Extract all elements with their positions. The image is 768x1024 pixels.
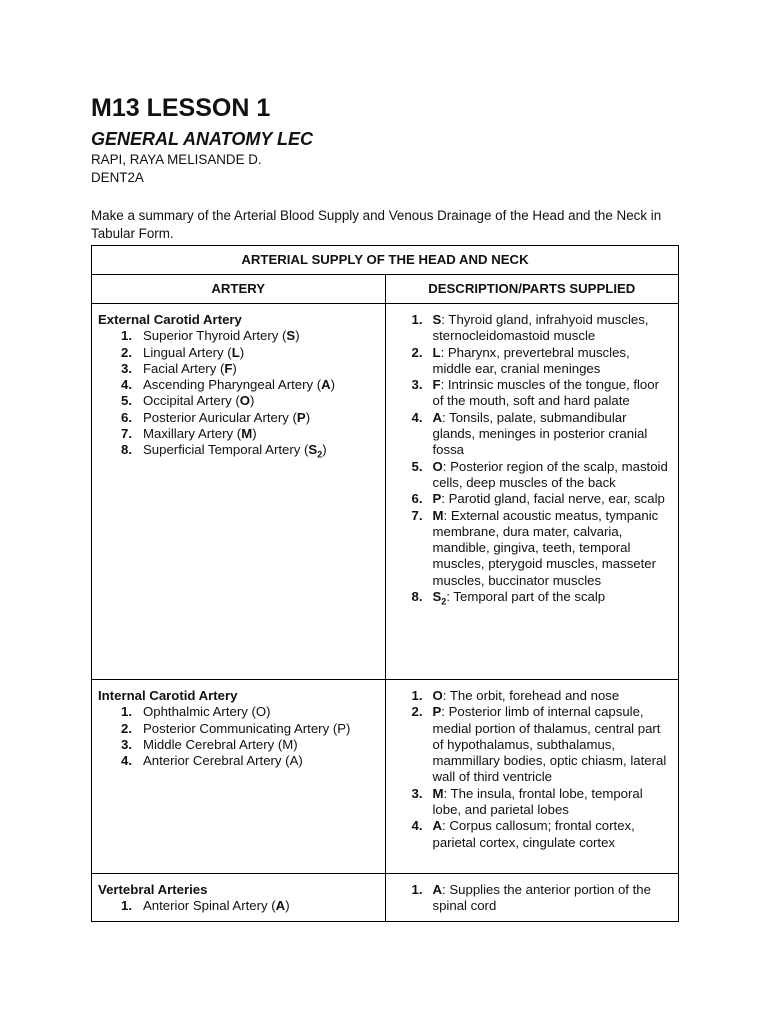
- list-number: 2.: [121, 344, 132, 360]
- artery-name: Lingual Artery (: [143, 344, 232, 360]
- closing-paren: ): [285, 898, 290, 914]
- artery-list-item: [98, 753, 379, 769]
- artery-abbreviation: F: [224, 360, 233, 376]
- document-subtitle: GENERAL ANATOMY LEC: [91, 129, 314, 149]
- list-number: 8.: [121, 442, 132, 458]
- artery-list-item: [98, 361, 379, 377]
- list-number: 1.: [121, 898, 132, 914]
- list-number: 5.: [121, 393, 132, 409]
- description-text: : Supplies the anterior portion of the spinal cord: [432, 882, 651, 914]
- list-number: 6.: [411, 491, 423, 507]
- artery-abbreviation: S: [286, 328, 296, 344]
- list-number: 2.: [121, 720, 132, 736]
- artery-cell: [92, 680, 386, 874]
- document-title: M13 LESSON 1: [91, 94, 271, 122]
- artery-name-line: [143, 721, 379, 737]
- artery-list-item: [98, 426, 379, 442]
- artery-list-item: [98, 345, 379, 361]
- description-abbreviation: S: [432, 312, 442, 327]
- description-line: [433, 345, 673, 378]
- list-number: 6.: [121, 409, 132, 425]
- description-list-item: [392, 818, 673, 851]
- table-body: [92, 304, 679, 922]
- description-list: [392, 688, 673, 851]
- description-text: : Intrinsic muscles of the tongue, floor of the mouth, soft and hard palate: [432, 377, 659, 409]
- description-list-item: [392, 377, 673, 410]
- artery-list: [98, 704, 379, 769]
- table-row: [92, 874, 679, 922]
- table-title: ARTERIAL SUPPLY OF THE HEAD AND NECK: [92, 246, 679, 275]
- artery-list-item: [98, 898, 379, 914]
- artery-abbreviation: P: [296, 409, 306, 425]
- abbreviation-subscript: 2: [317, 450, 323, 461]
- artery-cell: [92, 304, 386, 680]
- artery-name-line: [143, 393, 379, 409]
- description-list-item: [392, 882, 673, 915]
- description-abbreviation: A: [432, 818, 443, 834]
- artery-list-item: [98, 393, 379, 409]
- artery-list-item: [98, 410, 379, 426]
- description-text: : Thyroid gland, infrahyoid muscles, sternocleidomastoid muscle: [432, 312, 649, 344]
- description-line: [433, 459, 673, 492]
- list-number: 1.: [411, 688, 423, 703]
- description-abbreviation: O: [432, 458, 443, 474]
- list-number: 1.: [121, 704, 132, 720]
- instruction-text: Make a summary of the Arterial Blood Supply and Venous Drainage of the Head and the Neck in Tabular Form.: [91, 208, 662, 241]
- description-list: [392, 882, 673, 915]
- description-text: : External acoustic meatus, tympanic membrane, dura mater, calvaria, mandible, gingiva, teeth, temporal muscles, pterygoid muscles, masseter muscles, buccinator muscles: [432, 507, 659, 588]
- description-line: [433, 508, 673, 589]
- column-header-artery: ARTERY: [92, 275, 386, 304]
- list-number: 3.: [121, 360, 132, 376]
- list-number: 3.: [411, 377, 423, 393]
- list-number: 2.: [411, 344, 423, 360]
- artery-name: Anterior Spinal Artery (: [143, 898, 276, 914]
- artery-list-item: [98, 442, 379, 461]
- artery-name: Posterior Auricular Artery (: [143, 409, 297, 425]
- description-abbreviation: M: [432, 507, 444, 523]
- artery-list: [98, 328, 379, 461]
- description-abbreviation: P: [432, 491, 442, 507]
- closing-paren: ): [232, 360, 237, 376]
- artery-name-line: [143, 442, 379, 461]
- closing-paren: ): [305, 409, 311, 425]
- arterial-supply-table: [91, 245, 679, 922]
- description-abbreviation: F: [432, 377, 441, 393]
- artery-name-line: [143, 328, 379, 344]
- description-cell: [385, 304, 679, 680]
- list-number: 7.: [121, 426, 132, 442]
- artery-name: Anterior Cerebral Artery (A): [143, 753, 303, 769]
- closing-paren: ): [250, 393, 255, 409]
- artery-name-line: [143, 361, 379, 377]
- artery-name: Posterior Communicating Artery (P): [143, 720, 351, 736]
- description-text: : Temporal part of the scalp: [446, 589, 606, 605]
- artery-name-line: [143, 898, 379, 914]
- class-section: DENT2A: [91, 170, 144, 185]
- description-text: : The insula, frontal lobe, temporal lobe, and parietal lobes: [432, 785, 643, 818]
- artery-name: Superficial Temporal Artery (: [143, 442, 309, 458]
- description-line: [433, 818, 673, 851]
- description-line: [433, 688, 673, 704]
- description-abbreviation: O: [432, 688, 443, 703]
- artery-name-line: [143, 753, 379, 769]
- artery-abbreviation: S: [308, 442, 318, 458]
- list-number: 8.: [411, 589, 423, 605]
- document-page: [91, 92, 681, 922]
- artery-abbreviation: L: [231, 344, 240, 360]
- artery-cell: [92, 874, 386, 922]
- description-list-item: [392, 491, 673, 507]
- description-list-item: [392, 410, 673, 459]
- artery-abbreviation: A: [321, 377, 331, 393]
- description-abbreviation: P: [432, 704, 442, 720]
- description-line: [433, 882, 673, 915]
- description-line: [433, 491, 673, 507]
- description-text: : Parotid gland, facial nerve, ear, scalp: [441, 491, 665, 507]
- description-line: [433, 786, 673, 819]
- artery-list-item: [98, 721, 379, 737]
- list-number: 4.: [411, 409, 423, 425]
- list-number: 4.: [121, 377, 132, 393]
- column-header-description: DESCRIPTION/PARTS SUPPLIED: [385, 275, 679, 304]
- description-line: [433, 589, 673, 605]
- artery-name: Middle Cerebral Artery (M): [143, 736, 298, 752]
- list-number: 3.: [411, 785, 423, 801]
- description-cell: [385, 680, 679, 874]
- artery-name: Facial Artery (: [143, 360, 225, 376]
- description-list: [392, 312, 673, 605]
- description-text: : Posterior limb of internal capsule, medial portion of thalamus, central part of hypothalamus, subthalamus, mammillary bodies, optic chiasm, lateral wall of third ventricle: [432, 704, 667, 785]
- description-list-item: [392, 345, 673, 378]
- description-line: [433, 704, 673, 785]
- description-list-item: [392, 312, 673, 345]
- description-text: : Posterior region of the scalp, mastoid cells, deep muscles of the back: [432, 458, 668, 490]
- artery-list-item: [98, 704, 379, 720]
- artery-name-line: [143, 410, 379, 426]
- description-list-item: [392, 786, 673, 819]
- list-number: 4.: [121, 753, 132, 769]
- artery-group-name: External Carotid Artery: [98, 312, 242, 327]
- closing-paren: ): [252, 426, 257, 442]
- description-text: : Pharynx, prevertebral muscles, middle ear, cranial meninges: [432, 344, 630, 376]
- table-row: [92, 680, 679, 874]
- description-list-item: [392, 704, 673, 785]
- table-row: [92, 304, 679, 680]
- artery-name-line: [143, 426, 379, 442]
- description-abbreviation: A: [432, 409, 443, 425]
- description-list-item: [392, 589, 673, 605]
- description-abbreviation: L: [432, 344, 441, 360]
- description-abbreviation: S: [432, 589, 442, 605]
- list-number: 5.: [411, 458, 423, 474]
- list-number: 7.: [411, 507, 423, 523]
- description-abbreviation: M: [432, 785, 444, 801]
- artery-group-name: Internal Carotid Artery: [98, 688, 238, 703]
- description-cell: [385, 874, 679, 922]
- artery-name-line: [143, 704, 379, 720]
- abbreviation-subscript: 2: [441, 596, 447, 607]
- description-text: : The orbit, forehead and nose: [442, 688, 620, 703]
- description-text: : Corpus callosum; frontal cortex, parietal cortex, cingulate cortex: [432, 818, 635, 850]
- description-list-item: [392, 688, 673, 704]
- closing-paren: ): [330, 377, 336, 393]
- artery-name-line: [143, 377, 379, 393]
- description-abbreviation: A: [432, 882, 443, 897]
- description-line: [433, 410, 673, 459]
- list-number: 3.: [121, 736, 132, 752]
- artery-list-item: [98, 328, 379, 344]
- artery-name: Ascending Pharyngeal Artery (: [143, 377, 322, 393]
- artery-name: Superior Thyroid Artery (: [143, 328, 287, 344]
- closing-paren: ): [239, 344, 245, 360]
- artery-list: [98, 898, 379, 914]
- artery-name-line: [143, 737, 379, 753]
- description-list-item: [392, 459, 673, 492]
- description-line: [433, 312, 673, 345]
- artery-name: Occipital Artery (: [143, 393, 240, 409]
- closing-paren: ): [322, 442, 327, 458]
- artery-abbreviation: M: [241, 426, 253, 442]
- author-name: RAPI, RAYA MELISANDE D.: [91, 152, 262, 167]
- description-text: : Tonsils, palate, submandibular glands, meninges in posterior cranial fossa: [432, 409, 648, 458]
- list-number: 1.: [411, 312, 423, 327]
- description-list-item: [392, 508, 673, 589]
- artery-list-item: [98, 737, 379, 753]
- artery-group-name: Vertebral Arteries: [98, 882, 208, 897]
- artery-list-item: [98, 377, 379, 393]
- list-number: 1.: [411, 882, 423, 897]
- artery-name-line: [143, 345, 379, 361]
- closing-paren: ): [295, 328, 300, 344]
- artery-abbreviation: O: [239, 393, 250, 409]
- artery-name: Ophthalmic Artery (O): [143, 704, 271, 720]
- artery-name: Maxillary Artery (: [143, 426, 242, 442]
- list-number: 1.: [121, 328, 132, 344]
- list-number: 4.: [411, 818, 423, 834]
- description-line: [433, 377, 673, 410]
- artery-abbreviation: A: [275, 898, 286, 914]
- list-number: 2.: [411, 704, 423, 720]
